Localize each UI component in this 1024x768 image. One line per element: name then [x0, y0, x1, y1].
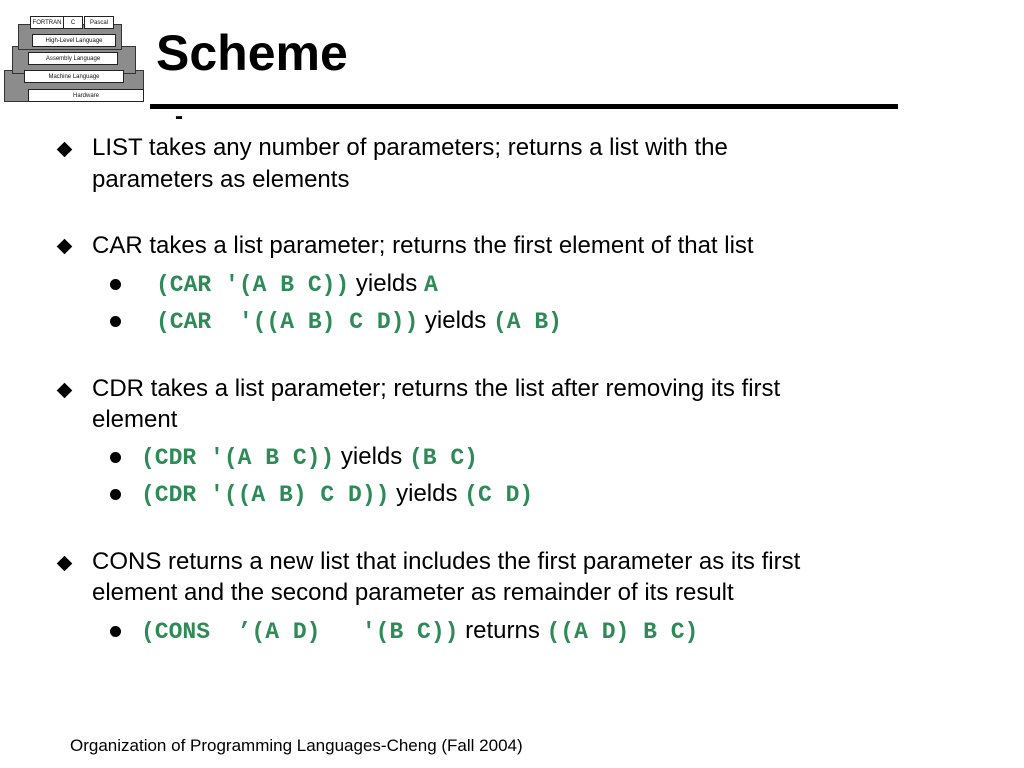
cons-example-1-word: returns	[465, 617, 540, 644]
cdr-example-2-word: yields	[396, 480, 458, 507]
cdr-example-1-result: (B C)	[408, 445, 478, 471]
diamond-bullet-icon	[57, 556, 73, 572]
car-example-1-code: (CAR '(A B C))	[156, 272, 350, 298]
slide-title: Scheme	[156, 25, 348, 81]
logo-tier-pascal: Pascal	[84, 16, 114, 29]
car-example-2-word: yields	[424, 307, 487, 334]
car-example-1-result: A	[423, 272, 438, 298]
car-example-1	[156, 268, 438, 301]
dot-bullet-icon	[110, 452, 121, 463]
car-example-1-word: yields	[355, 270, 418, 297]
car-example-2-code: (CAR '((A B) C D))	[156, 309, 419, 335]
car-example-2-result: (A B)	[492, 309, 562, 335]
cons-example-1-result: ((A D) B C)	[546, 619, 699, 645]
cdr-bullet-line2: element	[92, 406, 178, 433]
cdr-example-1	[141, 441, 478, 474]
cdr-example-2-result: (C D)	[464, 482, 534, 508]
dot-bullet-icon	[110, 279, 121, 290]
car-bullet-line1: CAR takes a list parameter; returns the first element of that list	[92, 232, 754, 259]
logo-tier-machine: Machine Language	[24, 70, 124, 83]
cdr-example-2	[141, 478, 533, 511]
list-bullet-line2: parameters as elements	[92, 166, 350, 193]
title-dash: -	[175, 103, 183, 130]
diamond-bullet-icon	[57, 142, 73, 158]
dot-bullet-icon	[110, 626, 121, 637]
cons-bullet-line2: element and the second parameter as remainder of its result	[92, 579, 734, 606]
diamond-bullet-icon	[57, 383, 73, 399]
dot-bullet-icon	[110, 316, 121, 327]
slide-footer: Organization of Programming Languages-Cheng (Fall 2004)	[70, 736, 523, 755]
diamond-bullet-icon	[57, 239, 73, 255]
logo-tier-fortran: FORTRAN	[30, 16, 64, 29]
cons-example-1-code: (CONS ’(A D) '(B C))	[141, 619, 459, 645]
cons-example-1	[141, 615, 698, 648]
cdr-bullet-line1: CDR takes a list parameter; returns the list after removing its first	[92, 375, 781, 402]
cdr-example-1-word: yields	[340, 443, 403, 470]
list-bullet-line1: LIST takes any number of parameters; returns a list with the	[92, 134, 728, 161]
logo-tier-high-level: High-Level Language	[32, 34, 116, 47]
cdr-example-2-code: (CDR '((A B) C D))	[141, 482, 390, 508]
cons-bullet-line1: CONS returns a new list that includes the first parameter as its first	[92, 548, 801, 575]
logo-tier-c: C	[63, 16, 83, 29]
cdr-example-1-code: (CDR '(A B C))	[141, 445, 335, 471]
car-example-2	[156, 305, 562, 338]
logo-tier-assembly: Assembly Language	[28, 52, 118, 65]
dot-bullet-icon	[110, 489, 121, 500]
logo-tier-hardware: Hardware	[28, 89, 144, 102]
